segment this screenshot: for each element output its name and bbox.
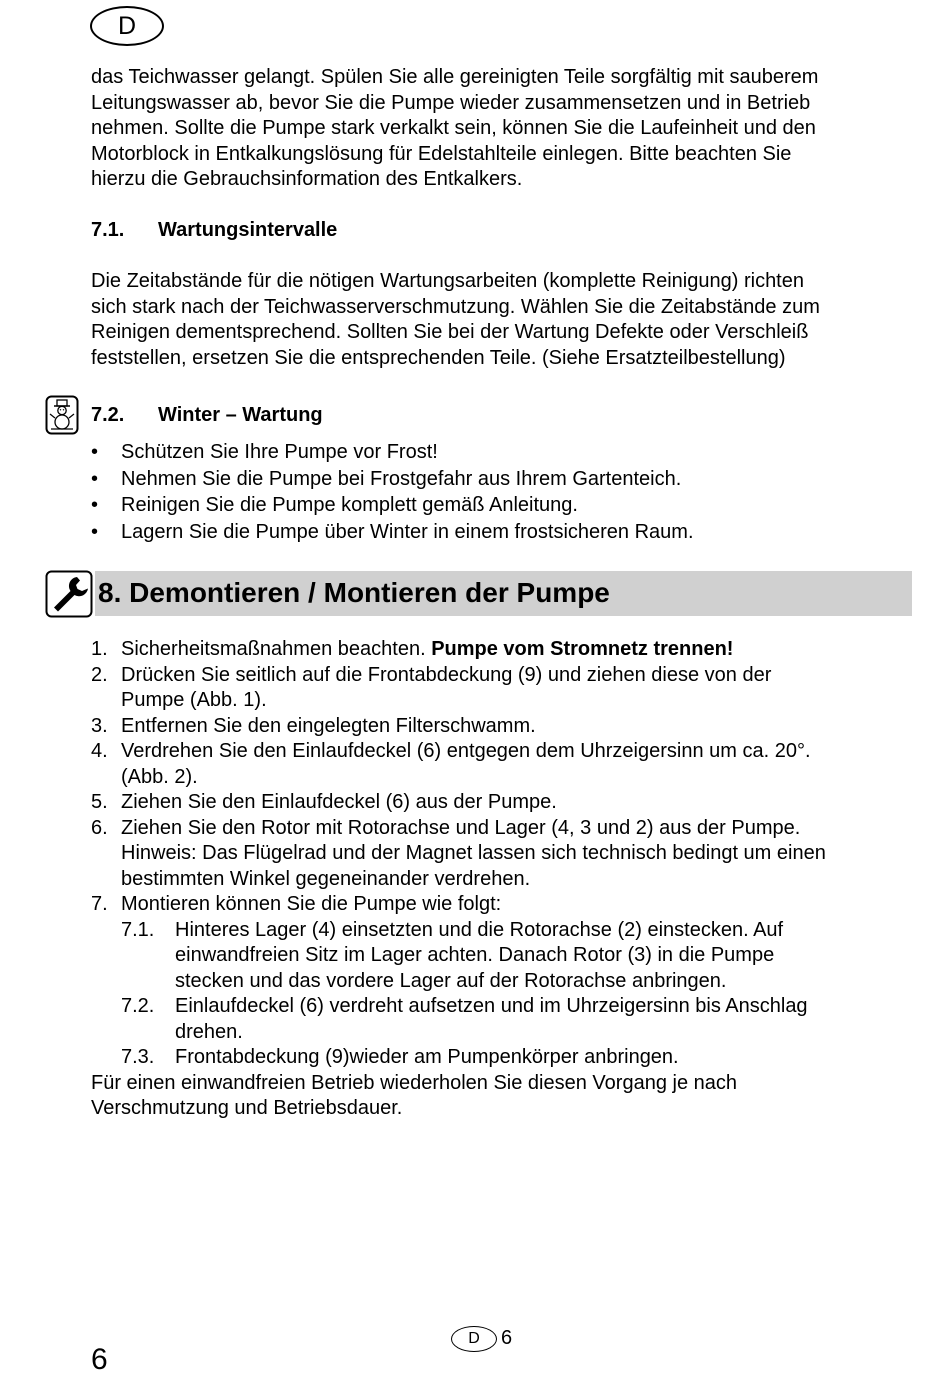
substep-number: 7.1.	[121, 918, 155, 941]
paragraph-line: feststellen, ersetzen Sie die entsprechenden Teile. (Siehe Ersatzteilbestellung)	[91, 346, 786, 369]
intro-line: Motorblock in Entkalkungslösung für Edelstahlteile einlegen. Bitte beachten Sie	[91, 142, 792, 165]
step-item	[91, 892, 921, 918]
section-7-1-paragraph	[91, 269, 921, 371]
substep-item	[121, 1045, 921, 1071]
section-7-1-heading	[91, 219, 337, 242]
intro-line: das Teichwasser gelangt. Spülen Sie alle gereinigten Teile sorgfältig mit sauberem	[91, 66, 819, 88]
step-text: Ziehen Sie den Einlaufdeckel (6) aus der Pumpe.	[121, 791, 557, 813]
footer-page-number: 6	[501, 1327, 513, 1349]
language-badge	[90, 6, 164, 46]
substep-item	[121, 918, 921, 995]
page-number: 6	[91, 1343, 108, 1376]
list-item-text: Lagern Sie die Pumpe über Winter in einem frostsicheren Raum.	[121, 520, 694, 543]
closing-line: Für einen einwandfreien Betrieb wiederholen Sie diesen Vorgang je nach	[91, 1071, 737, 1094]
section-title: Winter – Wartung	[158, 404, 323, 426]
intro-line: nehmen. Sollte die Pumpe stark verkalkt sein, können Sie die Laufeinheit und den	[91, 117, 816, 139]
substep-line: drehen.	[175, 1020, 243, 1043]
list-item-text: Nehmen Sie die Pumpe bei Frostgefahr aus Ihrem Gartenteich.	[121, 467, 682, 490]
step-number: 3.	[91, 714, 108, 737]
footer-language-label: D	[468, 1330, 480, 1347]
winter-bullet-list	[91, 439, 694, 545]
step-item	[91, 816, 921, 893]
list-item-text: Schützen Sie Ihre Pumpe vor Frost!	[121, 441, 438, 463]
closing-line: Verschmutzung und Betriebsdauer.	[91, 1097, 403, 1119]
step-number: 6.	[91, 816, 108, 839]
bullet-icon: •	[91, 467, 99, 490]
substep-number: 7.3.	[121, 1046, 155, 1068]
step-text: Montieren können Sie die Pumpe wie folgt:	[121, 893, 502, 915]
snowman-icon	[45, 395, 79, 440]
step-line: Drücken Sie seitlich auf die Frontabdeckung (9) und ziehen diese von der	[121, 663, 772, 686]
step-item	[91, 739, 921, 790]
step-item	[91, 714, 921, 740]
step-item	[91, 663, 921, 714]
step-number: 2.	[91, 663, 108, 686]
substep-line: einwandfreien Sitz im Lager achten. Danach Rotor (3) in die Pumpe	[175, 944, 775, 966]
paragraph-line: Die Zeitabstände für die nötigen Wartungsarbeiten (komplette Reinigung) richten	[91, 270, 804, 292]
section-7-2-heading	[91, 404, 323, 427]
step-number: 1.	[91, 638, 108, 660]
list-item	[91, 466, 694, 493]
substep-text	[175, 918, 921, 995]
paragraph-line: sich stark nach der Teichwasserverschmutzung. Wählen Sie die Zeitabstände zum	[91, 295, 820, 318]
footer-language-badge	[451, 1326, 497, 1352]
intro-line: Leitungswasser ab, bevor Sie die Pumpe wieder zusammensetzen und in Betrieb	[91, 91, 811, 114]
step-line: Pumpe (Abb. 1).	[121, 689, 267, 711]
step-text	[121, 816, 921, 893]
closing-paragraph	[91, 1071, 921, 1122]
step-line: (Abb. 2).	[121, 765, 198, 788]
step-line: Hinweis: Das Flügelrad und der Magnet lassen sich technisch bedingt um einen	[121, 842, 826, 864]
disassembly-steps	[91, 637, 921, 1122]
step-text: Entfernen Sie den eingelegten Filterschwamm.	[121, 714, 536, 737]
list-item	[91, 439, 694, 466]
step-number: 7.	[91, 893, 108, 915]
step-text-bold: Pumpe vom Stromnetz trennen!	[431, 638, 734, 660]
substep-line: Hinteres Lager (4) einsetzten und die Rotorachse (2) einstecken. Auf	[175, 918, 784, 941]
substep-item	[121, 994, 921, 1045]
step-line: bestimmten Winkel gegeneinander verdrehen.	[121, 867, 531, 890]
intro-line: hierzu die Gebrauchsinformation des Entkalkers.	[91, 168, 523, 190]
language-badge-label: D	[117, 11, 137, 40]
substep-text	[175, 994, 921, 1045]
section-8-title: 8. Demontieren / Montieren der Pumpe	[98, 577, 610, 608]
substep-text: Frontabdeckung (9)wieder am Pumpenkörper anbringen.	[175, 1046, 679, 1068]
step-number: 4.	[91, 740, 108, 762]
step-item	[91, 637, 921, 663]
step-text	[121, 739, 921, 790]
step-text	[121, 637, 921, 663]
step-number: 5.	[91, 791, 108, 813]
section-title: Wartungsintervalle	[158, 219, 338, 241]
step-text-normal: Sicherheitsmaßnahmen beachten.	[121, 638, 432, 660]
step-line: Verdrehen Sie den Einlaufdeckel (6) entgegen dem Uhrzeigersinn um ca. 20°.	[121, 740, 811, 762]
bullet-icon: •	[91, 494, 99, 516]
intro-paragraph	[91, 65, 921, 193]
section-number: 7.2.	[91, 404, 125, 426]
step-line: Ziehen Sie den Rotor mit Rotorachse und Lager (4, 3 und 2) aus der Pumpe.	[121, 816, 801, 839]
list-item	[91, 519, 694, 546]
substep-number: 7.2.	[121, 995, 155, 1017]
step-item	[91, 790, 921, 816]
bullet-icon: •	[91, 520, 99, 543]
wrench-icon	[45, 570, 93, 623]
bullet-icon: •	[91, 441, 99, 463]
substep-line: stecken und das vordere Lager auf der Rotorachse anbringen.	[175, 969, 727, 992]
section-number: 7.1.	[91, 219, 125, 241]
list-item	[91, 492, 694, 519]
substep-line: Einlaufdeckel (6) verdreht aufsetzen und im Uhrzeigersinn bis Anschlag	[175, 995, 808, 1017]
list-item-text: Reinigen Sie die Pumpe komplett gemäß Anleitung.	[121, 494, 578, 516]
paragraph-line: Reinigen dementsprechend. Sollten Sie bei der Wartung Defekte oder Verschleiß	[91, 321, 809, 343]
step-text	[121, 663, 921, 714]
